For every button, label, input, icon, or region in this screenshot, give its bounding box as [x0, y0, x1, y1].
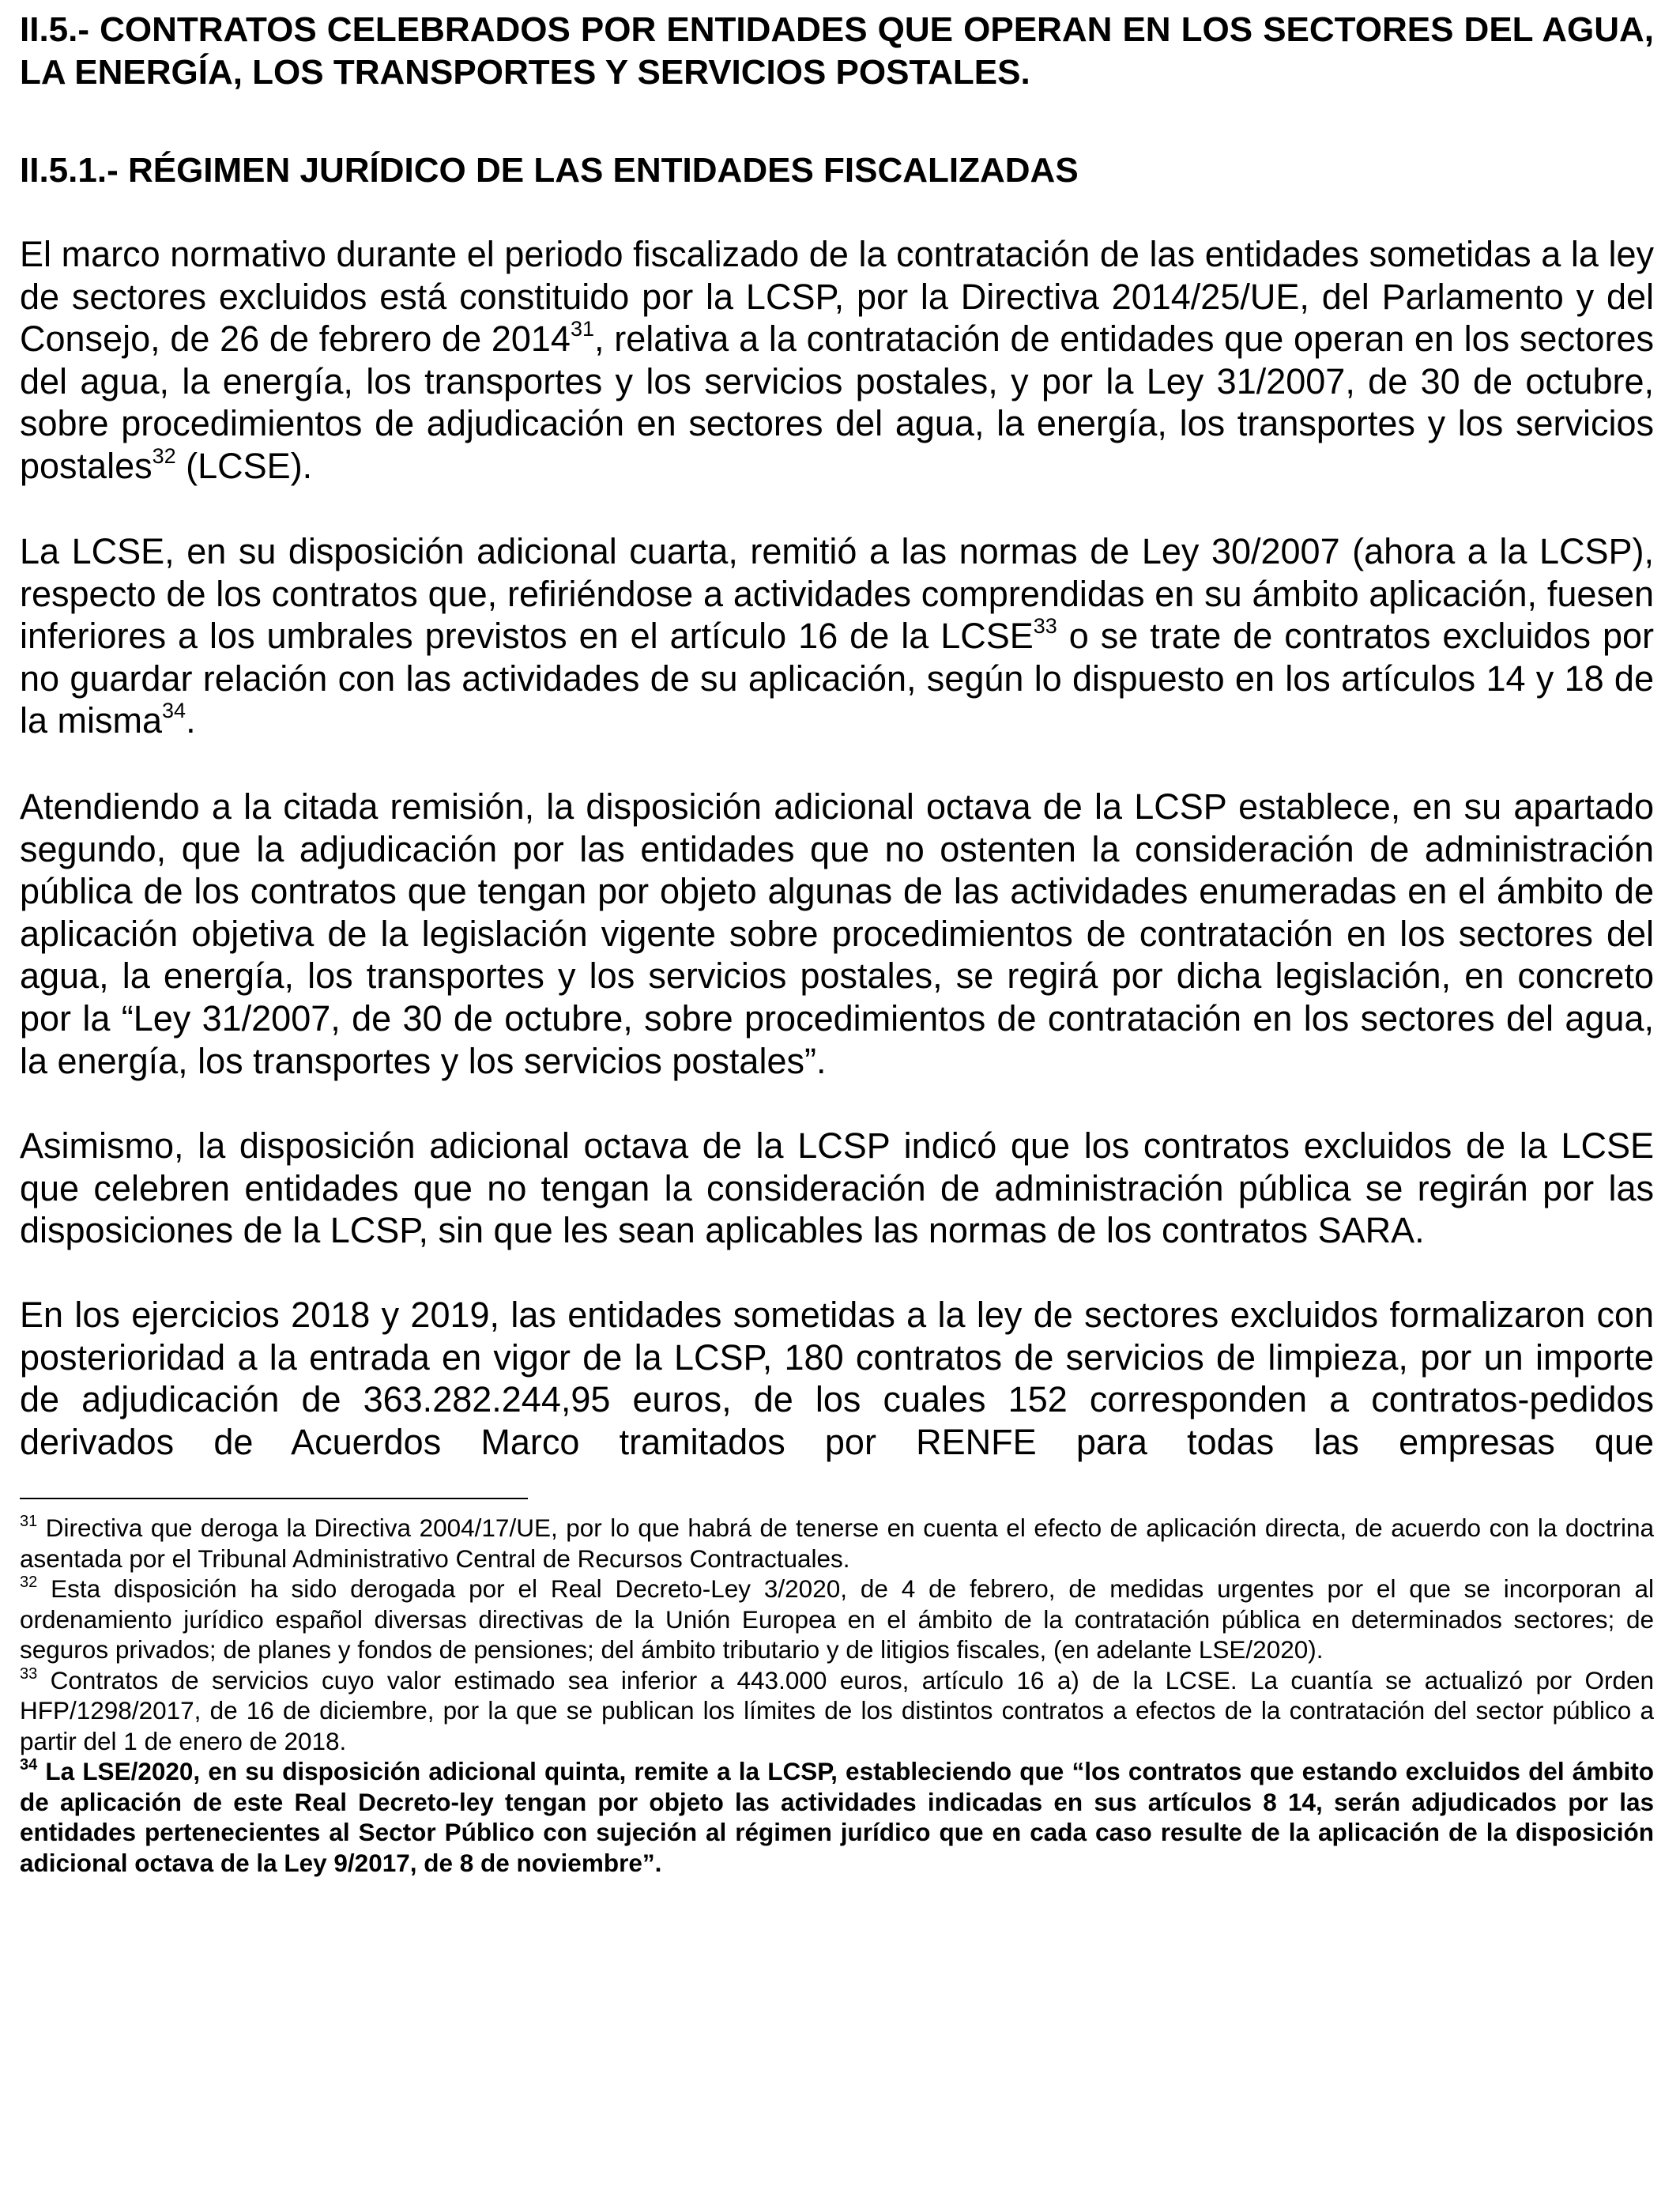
section-heading: II.5.- CONTRATOS CELEBRADOS POR ENTIDADES QUE OPERAN EN LOS SECTORES DEL AGUA, LA ENERGÍA, LOS TRANSPORTES Y SERVICIOS POSTALES. [20, 10, 1654, 92]
footnote-32 [20, 1574, 1654, 1665]
paragraph-text: El marco normativo durante el periodo fiscalizado de la contratación de las entidades sometidas a la ley de sectores excluidos está constituido por la LCSP, por la Directiva 2014/25/UE, del Parlamento y del Consejo, de 26 de febrero de 2014 [20, 234, 1654, 360]
subsection-heading: II.5.1.- RÉGIMEN JURÍDICO DE LAS ENTIDADES FISCALIZADAS [20, 151, 1079, 190]
footnote-31 [20, 1513, 1654, 1574]
footnote-ref-31: 31 [570, 317, 595, 341]
footnote-33 [20, 1665, 1654, 1757]
paragraph-legal-framework [20, 233, 1654, 488]
footnote-text: La LSE/2020, en su disposición adicional quinta, remite a la LCSP, estableciendo que “los contratos que estando excluidos del ámbito de aplicación de este Real Decreto-ley tengan por objeto las actividades indicadas en sus artículos 8 14, serán adjudicados por las entidades pertenecientes al Sector Público con sujeción al régimen jurídico que en cada caso resulte de la aplicación de la disposición adicional octava de la Ley 9/2017, de 8 de noviembre”. [20, 1757, 1654, 1877]
paragraph-excluded-contracts: Asimismo, la disposición adicional octava de la LCSP indicó que los contratos excluidos de la LCSE que celebren entidades que no tengan la consideración de administración pública se regirán por las disposiciones de la LCSP, sin que les sean aplicables las normas de los contratos SARA. [20, 1125, 1654, 1251]
footnote-number: 34 [20, 1756, 38, 1774]
footnotes [20, 1513, 1654, 1878]
paragraph-additional-provision: Atendiendo a la citada remisión, la disposición adicional octava de la LCSP establece, en su apartado segundo, que la adjudicación por las entidades que no ostenten la consideración de administración pública de los contratos que tengan por objeto algunas de las actividades enumeradas en el ámbito de aplicación objetiva de la legislación vigente sobre procedimientos de contratación en los sectores del agua, la energía, los transportes y los servicios postales, se regirá por dicha legislación, en concreto por la “Ley 31/2007, de 30 de octubre, sobre procedimientos de contratación en los sectores del agua, la energía, los transportes y los servicios postales”. [20, 786, 1654, 1081]
footnote-ref-34: 34 [162, 699, 186, 723]
paragraph-text: (LCSE). [175, 445, 313, 486]
footnote-34 [20, 1756, 1654, 1878]
paragraph-lcse-remission [20, 530, 1654, 742]
paragraph-text: , relativa a la contratación de entidades que operan en los sectores del agua, la energía, los transportes y los servicios postales, y por la Ley 31/2007, de 30 de octubre, sobre procedimientos de adjudicación en sectores del agua, la energía, los transportes y los servicios postales [20, 319, 1654, 486]
paragraph-text: o se trate de contratos excluidos por no guardar relación con las actividades de su aplicación, según lo dispuesto en los artículos 14 y 18 de la misma [20, 616, 1654, 741]
footnote-number: 31 [20, 1513, 38, 1530]
paragraph-text: . [186, 700, 196, 741]
footnote-text: Esta disposición ha sido derogada por el Real Decreto-Ley 3/2020, de 4 de febrero, de medidas urgentes por el que se incorporan al ordenamiento jurídico español diversas directivas de la Unión Europea en el ámbito de la contratación pública en determinados sectores; de seguros privados; de planes y fondos de pensiones; del ámbito tributario y de litigios fiscales, (en adelante LSE/2020). [20, 1574, 1654, 1664]
paragraph-text: La LCSE, en su disposición adicional cuarta, remitió a las normas de Ley 30/2007 (ahora a la LCSP), respecto de los contratos que, refiriéndose a actividades comprendidas en su ámbito aplicación, fuesen inferiores a los umbrales previstos en el artículo 16 de la LCSE [20, 531, 1654, 657]
footnote-separator [20, 1498, 528, 1499]
footnote-ref-32: 32 [152, 443, 176, 468]
footnote-text: Directiva que deroga la Directiva 2004/17/UE, por lo que habrá de tenerse en cuenta el efecto de aplicación directa, de acuerdo con la doctrina asentada por el Tribunal Administrativo Central de Recursos Contractuales. [20, 1514, 1654, 1573]
footnote-number: 32 [20, 1574, 38, 1591]
paragraph-cleaning-contracts: En los ejercicios 2018 y 2019, las entidades sometidas a la ley de sectores excluidos formalizaron con posterioridad a la entrada en vigor de la LCSP, 180 contratos de servicios de limpieza, por un importe de adjudicación de 363.282.244,95 euros, de los cuales 152 corresponden a contratos-pedidos derivados de Acuerdos Marco tramitados por RENFE para todas las empresas que [20, 1295, 1654, 1462]
footnote-ref-33: 33 [1033, 614, 1057, 639]
footnote-number: 33 [20, 1664, 38, 1683]
footnote-text: Contratos de servicios cuyo valor estimado sea inferior a 443.000 euros, artículo 16 a) de la LCSE. La cuantía se actualizó por Orden HFP/1298/2017, de 16 de diciembre, por la que se publican los límites de los distintos contratos a efectos de la contratación del sector público a partir del 1 de enero de 2018. [20, 1665, 1654, 1755]
